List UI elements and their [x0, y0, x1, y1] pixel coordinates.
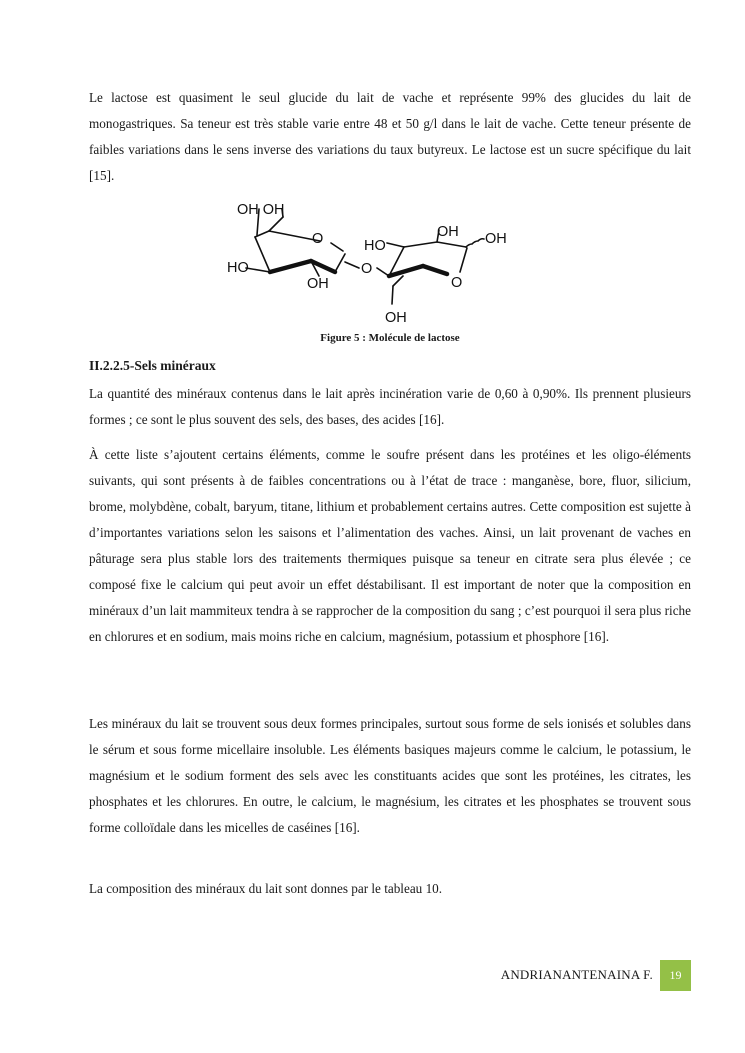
bond [269, 217, 283, 231]
bond-wavy [466, 239, 484, 247]
page-number-badge: 19 [660, 960, 691, 991]
bond [392, 286, 393, 304]
label-o-ring2: O [451, 275, 463, 291]
bond [255, 237, 270, 272]
label-oh-ring2-top: OH [437, 224, 459, 240]
label-oh-anomeric: OH [485, 231, 507, 247]
label-oh-ring1: OH [307, 276, 329, 292]
paragraph-minerals-quantity: La quantité des minéraux contenus dans le lait après incinération varie de 0,60 à 0,90%. Ils prennent plusieurs formes ; ce sont le plus souvent des sels, des bases, des acides [16]. [89, 386, 691, 427]
footer-author: ANDRIANANTENAINA F. [500, 967, 653, 982]
paragraph-table-reference: La composition des minéraux du lait sont donnes par le tableau 10. [89, 881, 443, 896]
paragraph-mineral-forms: Les minéraux du lait se trouvent sous deux formes principales, surtout sous forme de sels ionisés et solubles dans le sérum et sous forme micellaire insoluble. Les éléments basiques majeurs comme le calcium, le potassium, le magnésium et le sodium forment des sels avec les constituants acides que sont les protéines, les citrates, les phosphates et les chlorures. En outre, le calcium, le magnésium, les citrates et les phosphates se trouvent sous forme colloïdale dans les micelles de caséines [16]. [89, 716, 691, 835]
bond [437, 242, 466, 247]
label-ho-ring2: HO [364, 238, 386, 254]
bond [387, 243, 404, 247]
bond [460, 248, 467, 272]
label-o-ring1: O [312, 231, 324, 247]
bond [404, 242, 437, 247]
page-footer [440, 960, 691, 991]
bond [331, 243, 343, 251]
bond [345, 262, 359, 268]
label-ho-left: HO [227, 260, 249, 276]
bond-bold [270, 261, 311, 272]
bond [335, 254, 345, 272]
figure-caption: Figure 5 : Molécule de lactose [320, 332, 460, 344]
bond [246, 268, 270, 272]
bond-bold [423, 266, 447, 274]
lactose-molecule-figure [227, 192, 527, 330]
label-oh-bottom: OH [385, 310, 407, 326]
label-oh-oh: OH OH [237, 202, 285, 218]
paragraph-lactose-intro: Le lactose est quasiment le seul glucide du lait de vache et représente 99% des glucides du lait de monogastriques. Sa teneur est très stable varie entre 48 et 50 g/l dans le lait de vache. Cette teneur présente de faibles variations dans le sens inverse des variations du taux butyreux. Le lactose est un sucre spécifique du lait [15]. [89, 90, 691, 183]
section-heading: II.2.2.5-Sels minéraux [89, 358, 216, 373]
paragraph-trace-elements: À cette liste s’ajoutent certains éléments, comme le soufre présent dans les protéines et les oligo-éléments suivants, qui sont présents à de faibles concentrations ou à l’état de trace : manganèse, bore, fluor, silicium, brome, molybdène, cobalt, baryum, titane, lithium et probablement certains autres. Cette composition est sujette à d’importantes variations selon les saisons et l’alimentation des vaches. Ainsi, un lait provenant de vaches en pâturage sera plus stable lors des traitements thermiques puisque sa teneur en citrate sera plus élevée ; ce composé fixe le calcium qui peut avoir un effet déstabilisant. Il est important de noter que la composition en minéraux d’un lait mammiteux tendra à se rapprocher de la composition du sang ; c’est pourquoi il sera plus riche en chlorures et en sodium, mais moins riche en calcium, magnésium, potassium et phosphore [16]. [89, 447, 691, 644]
label-o-bridge: O [361, 261, 373, 277]
bond [393, 276, 403, 286]
